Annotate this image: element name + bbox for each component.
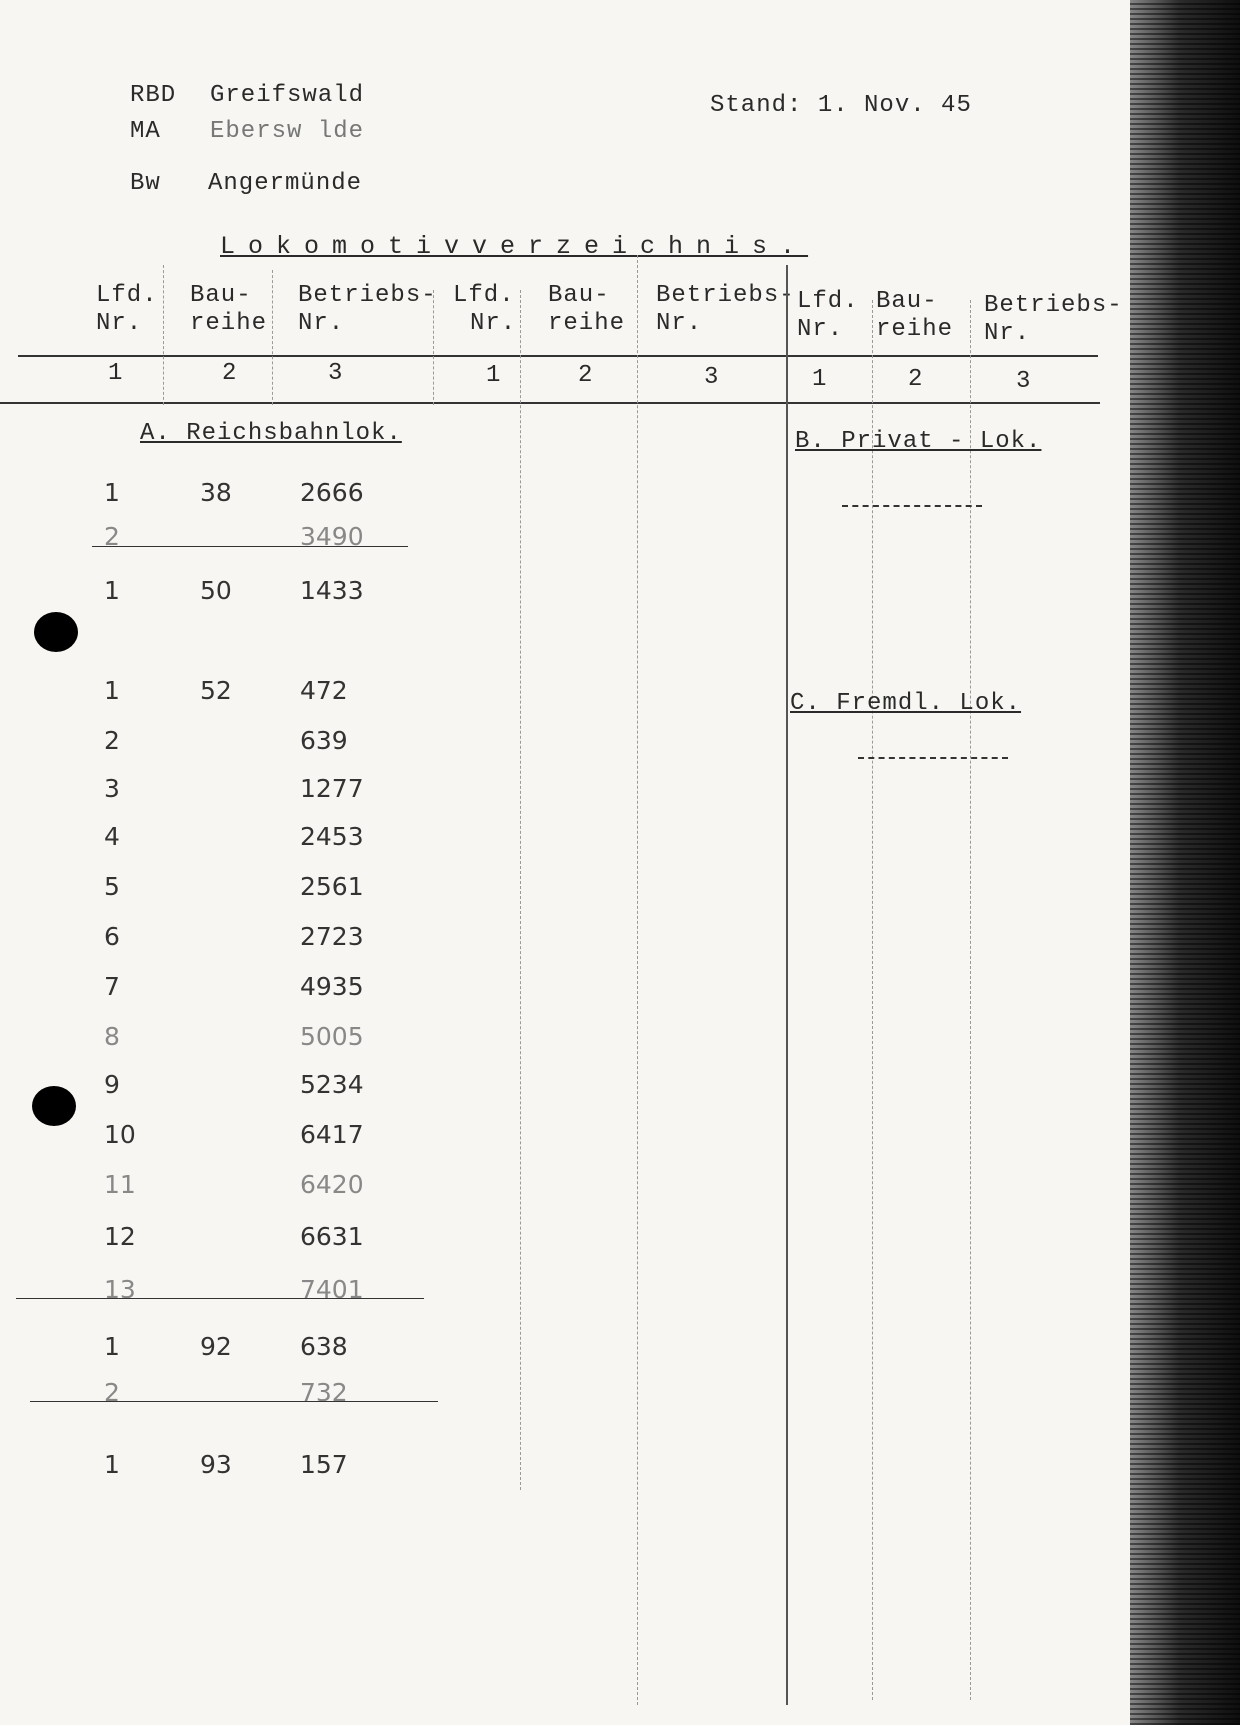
punch-hole: [32, 1086, 76, 1126]
col-betr-2-g3: Nr.: [984, 320, 1031, 347]
header-rule-bottom: [0, 402, 1100, 404]
colnum-2-g2: 2: [578, 362, 594, 389]
col-bau-2-g2: reihe: [548, 310, 626, 337]
row-lfd: 13: [104, 1275, 136, 1304]
row-nr: 6631: [300, 1222, 364, 1251]
bw-label: Bw: [130, 170, 161, 197]
col-bau-1-g2: Bau-: [548, 282, 610, 309]
punch-hole: [34, 612, 78, 652]
section-a-heading: A. Reichsbahnlok.: [140, 420, 402, 447]
section-c-empty-mark: [858, 757, 1008, 759]
colnum-3: 3: [328, 360, 344, 387]
row-bau: 93: [200, 1450, 232, 1479]
col-sep: [970, 300, 971, 1700]
row-bau: 52: [200, 676, 232, 705]
row-lfd: 5: [104, 872, 120, 901]
row-nr: 2666: [300, 478, 364, 507]
row-lfd: 2: [104, 522, 120, 551]
group-rule: [92, 546, 408, 547]
row-nr: 472: [300, 676, 348, 705]
row-lfd: 6: [104, 922, 120, 951]
row-lfd: 3: [104, 774, 120, 803]
row-nr: 1277: [300, 774, 364, 803]
colnum-1: 1: [108, 360, 124, 387]
header-rule-top: [18, 355, 1098, 357]
row-lfd: 4: [104, 822, 120, 851]
row-nr: 639: [300, 726, 348, 755]
col-betr-1-g3: Betriebs-: [984, 292, 1123, 319]
row-nr: 4935: [300, 972, 364, 1001]
row-lfd: 1: [104, 1332, 120, 1361]
row-lfd: 9: [104, 1070, 120, 1099]
colnum-1-g2: 1: [486, 362, 502, 389]
col-betr-1-g2: Betriebs-: [656, 282, 795, 309]
row-lfd: 2: [104, 726, 120, 755]
row-nr: 6417: [300, 1120, 364, 1149]
row-nr: 2453: [300, 822, 364, 851]
group-rule: [16, 1298, 424, 1299]
row-nr: 1433: [300, 576, 364, 605]
col-bau-1-g3: Bau-: [876, 288, 938, 315]
row-lfd: 1: [104, 1450, 120, 1479]
col-betr-2: Nr.: [298, 310, 345, 337]
ma-value: Ebersw lde: [210, 118, 365, 145]
colnum-2: 2: [222, 360, 238, 387]
row-nr: 638: [300, 1332, 348, 1361]
row-lfd: 2: [104, 1378, 120, 1407]
col-bau-2-g3: reihe: [876, 316, 954, 343]
ma-label: MA: [130, 118, 161, 145]
row-lfd: 1: [104, 576, 120, 605]
col-sep: [433, 290, 434, 405]
row-lfd: 8: [104, 1022, 120, 1051]
colnum-2-g3: 2: [908, 366, 924, 393]
row-nr: 2723: [300, 922, 364, 951]
row-lfd: 12: [104, 1222, 136, 1251]
col-bau-1: Bau-: [190, 282, 252, 309]
row-bau: 92: [200, 1332, 232, 1361]
row-nr: 157: [300, 1450, 348, 1479]
section-b-empty-mark: [842, 505, 982, 507]
row-nr: 5234: [300, 1070, 364, 1099]
row-nr: 3490: [300, 522, 364, 551]
row-nr: 6420: [300, 1170, 364, 1199]
row-lfd: 1: [104, 478, 120, 507]
col-sep: [163, 265, 164, 405]
col-lfd-2: Nr.: [96, 310, 143, 337]
section-b-heading: B. Privat - Lok.: [795, 428, 1042, 455]
rbd-value: Greifswald: [210, 82, 365, 109]
section-c-heading: C. Fremdl. Lok.: [790, 690, 1022, 717]
row-nr: 5005: [300, 1022, 364, 1051]
colnum-3-g2: 3: [704, 364, 720, 391]
col-bau-2: reihe: [190, 310, 268, 337]
col-sep: [872, 300, 873, 1700]
col-lfd-2-g3: Nr.: [797, 316, 844, 343]
col-sep: [520, 290, 521, 1490]
col-sep: [272, 270, 273, 405]
row-bau: 38: [200, 478, 232, 507]
col-betr-1: Betriebs-: [298, 282, 437, 309]
col-sep-main: [786, 265, 788, 1705]
document-title: Lokomotivverzeichnis.: [220, 232, 809, 261]
bw-value: Angermünde: [208, 170, 363, 197]
row-lfd: 7: [104, 972, 120, 1001]
rbd-label: RBD: [130, 82, 177, 109]
row-lfd: 10: [104, 1120, 136, 1149]
stand-date: Stand: 1. Nov. 45: [710, 92, 972, 119]
col-lfd-2-g2: Nr.: [470, 310, 517, 337]
colnum-3-g3: 3: [1016, 368, 1032, 395]
row-nr: 2561: [300, 872, 364, 901]
col-betr-2-g2: Nr.: [656, 310, 703, 337]
col-lfd-1-g3: Lfd.: [797, 288, 859, 315]
row-nr: 7401: [300, 1275, 364, 1304]
row-lfd: 1: [104, 676, 120, 705]
row-lfd: 11: [104, 1170, 136, 1199]
row-nr: 732: [300, 1378, 348, 1407]
scan-edge-shadow: [1130, 0, 1240, 1725]
colnum-1-g3: 1: [812, 366, 828, 393]
group-rule: [30, 1401, 438, 1402]
col-lfd-1-g2: Lfd.: [453, 282, 515, 309]
col-lfd-1: Lfd.: [96, 282, 158, 309]
col-sep: [637, 255, 638, 1705]
row-bau: 50: [200, 576, 232, 605]
